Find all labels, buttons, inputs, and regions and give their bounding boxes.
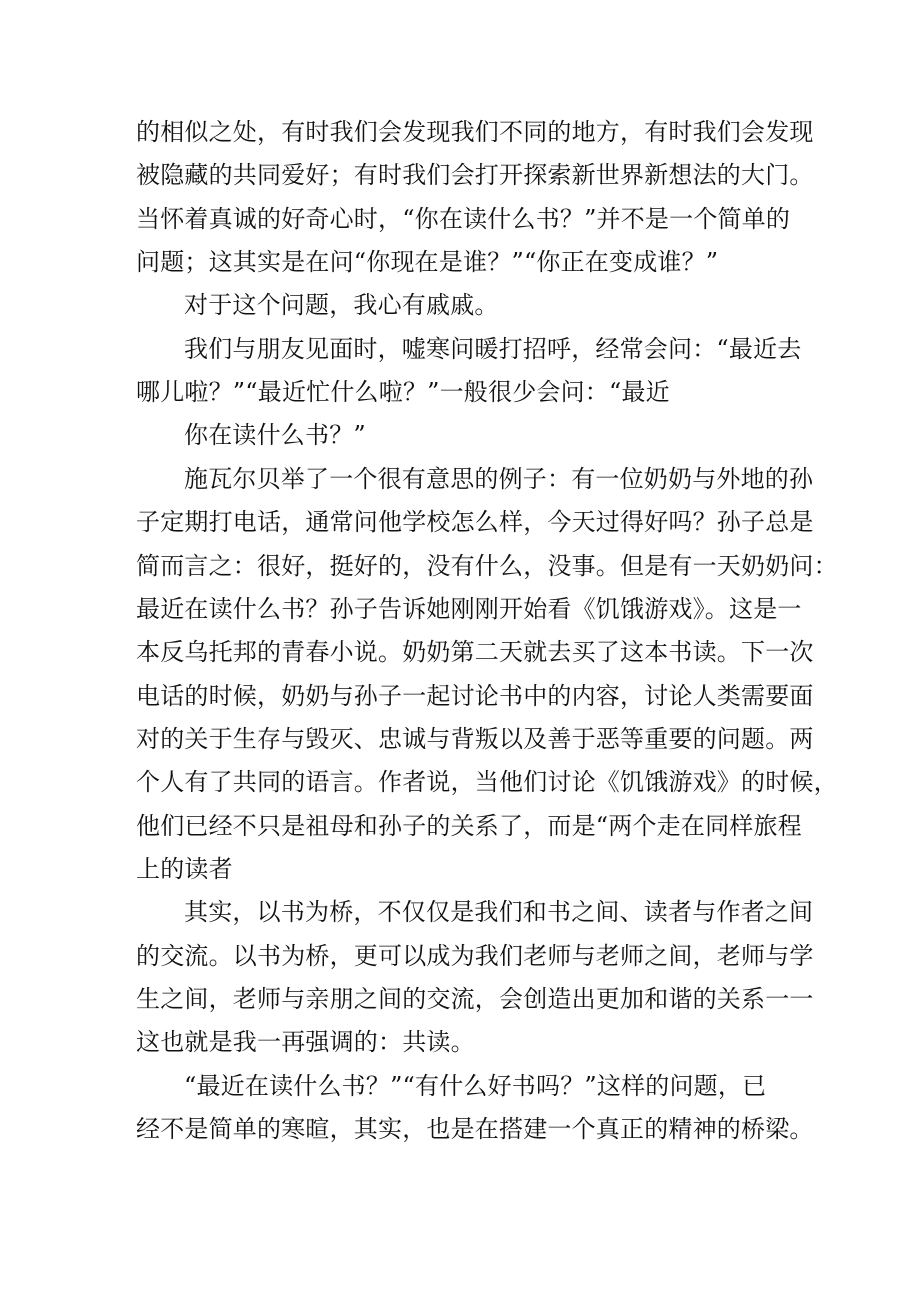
text-line: 这也就是我一再强调的：共读。 [136, 1028, 475, 1056]
text-line: 的相似之处，有时我们会发现我们不同的地方，有时我们会发现 [136, 118, 814, 146]
text-line: 子定期打电话，通常问他学校怎么样，今天过得好吗？孙子总是 [136, 508, 814, 536]
paragraph-first-line: “最近在读什么书？”“有什么好书吗？”这样的问题，已 [184, 1072, 767, 1100]
text-line: 对的关于生存与毁灭、忠诚与背叛以及善于恶等重要的问题。两 [136, 725, 814, 753]
text-line: 当怀着真诚的好奇心时，“你在读什么书？”并不是一个简单的 [136, 205, 791, 233]
text-line: 生之间，老师与亲朋之间的交流，会创造出更加和谐的关系一一 [136, 985, 814, 1013]
text-line: 经不是简单的寒暄，其实，也是在搭建一个真正的精神的桥梁。 [136, 1115, 814, 1143]
text-line: 他们已经不只是祖母和孙子的关系了，而是“两个走在同样旅程 [136, 812, 802, 840]
text-line: 电话的时候，奶奶与孙子一起讨论书中的内容，讨论人类需要面 [136, 682, 814, 710]
text-line: 你在读什么书？” [184, 421, 366, 449]
text-line: 被隐藏的共同爱好；有时我们会打开探索新世界新想法的大门。 [136, 161, 814, 189]
paragraph-first-line: 其实，以书为桥，不仅仅是我们和书之间、读者与作者之间 [184, 898, 814, 926]
text-line: 最近在读什么书？孙子告诉她刚刚开始看《饥饿游戏》。这是一 [136, 595, 802, 623]
text-line: 上的读者 [136, 855, 233, 883]
paragraph-first-line: 施瓦尔贝举了一个很有意思的例子：有一位奶奶与外地的孙 [184, 465, 814, 493]
paragraph-first-line: 我们与朋友见面时，嘘寒问暖打招呼，经常会问：“最近去 [184, 335, 802, 363]
text-line: 本反乌托邦的青春小说。奶奶第二天就去买了这本书读。下一次 [136, 638, 814, 666]
text-line: 的交流。以书为桥，更可以成为我们老师与老师之间，老师与学 [136, 942, 814, 970]
text-line: 简而言之：很好，挺好的，没有什么，没事。但是有一天奶奶问： [136, 552, 838, 580]
text-line: 问题；这其实是在问“你现在是谁？”“你正在变成谁？” [136, 248, 719, 276]
text-line: 哪儿啦？”“最近忙什么啦？”一般很少会问：“最近 [136, 378, 670, 406]
paragraph-first-line: 对于这个问题，我心有戚戚。 [184, 291, 499, 319]
text-line: 个人有了共同的语言。作者说，当他们讨论《饥饿游戏》的时候， [136, 768, 838, 796]
